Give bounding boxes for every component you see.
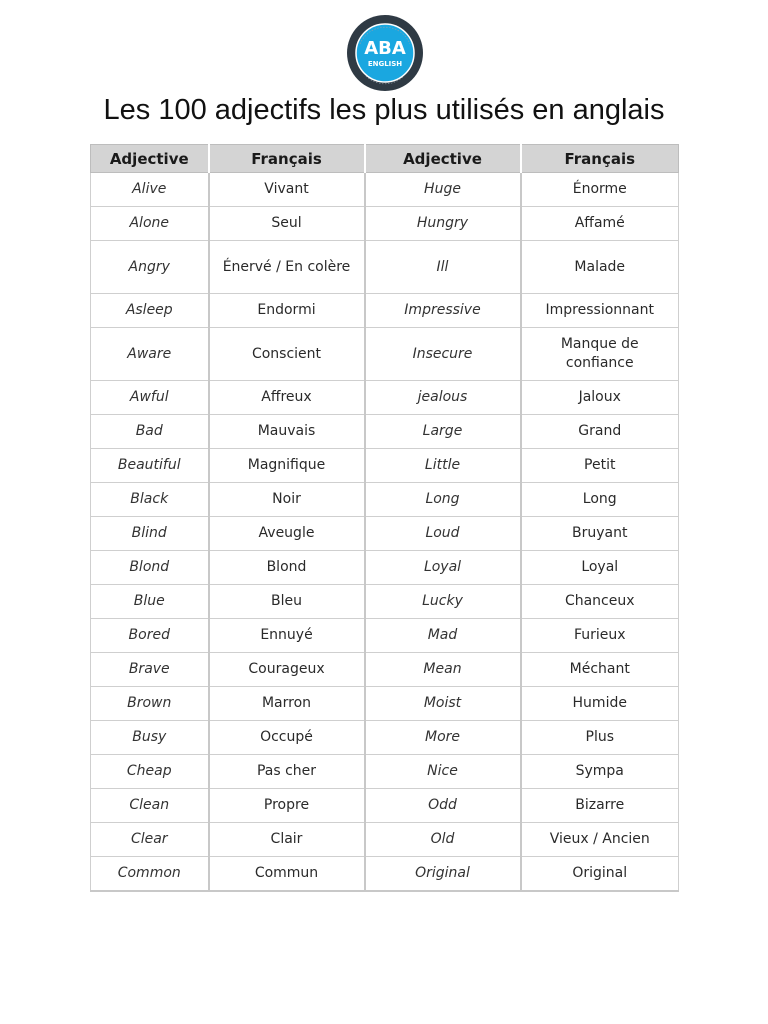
translation-cell: Marron [209, 687, 365, 721]
header-adjective-2: Adjective [365, 145, 521, 173]
table-row [91, 551, 679, 585]
translation-cell: Loyal [521, 551, 679, 585]
table-row [91, 857, 679, 892]
adjective-cell: Alive [91, 173, 209, 207]
table-row [91, 721, 679, 755]
table-body [91, 173, 679, 892]
aba-english-logo-icon [346, 14, 424, 92]
adjective-cell: Bad [91, 415, 209, 449]
adjective-cell: Ill [365, 241, 521, 294]
svg-text:ENGLISH: ENGLISH [367, 60, 403, 68]
adjective-cell: Mean [365, 653, 521, 687]
table-row [91, 483, 679, 517]
translation-cell: Grand [521, 415, 679, 449]
table-row [91, 415, 679, 449]
translation-cell: Blond [209, 551, 365, 585]
adjective-cell: Angry [91, 241, 209, 294]
translation-cell: Original [521, 857, 679, 892]
translation-cell: Pas cher [209, 755, 365, 789]
adjective-cell: Loud [365, 517, 521, 551]
adjective-cell: Impressive [365, 294, 521, 328]
translation-cell: Commun [209, 857, 365, 892]
table-row [91, 755, 679, 789]
adjective-cell: Awful [91, 381, 209, 415]
table-row [91, 823, 679, 857]
translation-cell: Affreux [209, 381, 365, 415]
translation-cell: Énervé / En colère [209, 241, 365, 294]
translation-cell: Vieux / Ancien [521, 823, 679, 857]
adjective-cell: Moist [365, 687, 521, 721]
header-francais-1: Français [209, 145, 365, 173]
translation-cell: Énorme [521, 173, 679, 207]
translation-cell: Bizarre [521, 789, 679, 823]
adjective-cell: jealous [365, 381, 521, 415]
adjective-cell: Hungry [365, 207, 521, 241]
translation-cell: Furieux [521, 619, 679, 653]
table-row [91, 294, 679, 328]
adjective-cell: Little [365, 449, 521, 483]
table-row [91, 619, 679, 653]
adjective-cell: Long [365, 483, 521, 517]
translation-cell: Long [521, 483, 679, 517]
translation-cell: Chanceux [521, 585, 679, 619]
adjective-cell: Black [91, 483, 209, 517]
adjective-cell: Odd [365, 789, 521, 823]
translation-cell: Ennuyé [209, 619, 365, 653]
adjective-cell: Mad [365, 619, 521, 653]
translation-cell: Malade [521, 241, 679, 294]
translation-cell: Mauvais [209, 415, 365, 449]
table-row [91, 173, 679, 207]
table-row [91, 789, 679, 823]
translation-cell: Humide [521, 687, 679, 721]
translation-cell: Courageux [209, 653, 365, 687]
translation-cell: Plus [521, 721, 679, 755]
table-row [91, 687, 679, 721]
adjective-cell: Loyal [365, 551, 521, 585]
table-row [91, 241, 679, 294]
translation-cell: Magnifique [209, 449, 365, 483]
adjective-cell: Clean [91, 789, 209, 823]
header-francais-2: Français [521, 145, 679, 173]
adjective-cell: Blind [91, 517, 209, 551]
adjective-cell: Old [365, 823, 521, 857]
translation-cell: Bleu [209, 585, 365, 619]
translation-cell: Sympa [521, 755, 679, 789]
svg-text:ABA: ABA [364, 38, 406, 59]
translation-cell: Petit [521, 449, 679, 483]
translation-cell: Méchant [521, 653, 679, 687]
adjective-cell: Large [365, 415, 521, 449]
translation-cell: Bruyant [521, 517, 679, 551]
table-row [91, 328, 679, 381]
table-row [91, 381, 679, 415]
adjective-cell: Common [91, 857, 209, 892]
adjective-cell: Insecure [365, 328, 521, 381]
adjective-cell: Blue [91, 585, 209, 619]
adjective-cell: Alone [91, 207, 209, 241]
adjectives-table [90, 144, 679, 892]
table-row [91, 517, 679, 551]
adjective-cell: Blond [91, 551, 209, 585]
translation-cell: Seul [209, 207, 365, 241]
adjective-cell: Asleep [91, 294, 209, 328]
adjective-cell: Lucky [365, 585, 521, 619]
table-row [91, 207, 679, 241]
translation-cell: Propre [209, 789, 365, 823]
adjective-cell: Beautiful [91, 449, 209, 483]
translation-cell: Occupé [209, 721, 365, 755]
page-title: Les 100 adjectifs les plus utilisés en anglais [103, 94, 665, 126]
adjective-cell: Nice [365, 755, 521, 789]
translation-cell: Manque de confiance [521, 328, 679, 381]
header-adjective-1: Adjective [91, 145, 209, 173]
adjective-cell: Busy [91, 721, 209, 755]
table-header-row [91, 145, 679, 173]
adjective-cell: Clear [91, 823, 209, 857]
adjective-cell: Brown [91, 687, 209, 721]
translation-cell: Noir [209, 483, 365, 517]
translation-cell: Impressionnant [521, 294, 679, 328]
translation-cell: Endormi [209, 294, 365, 328]
translation-cell: Jaloux [521, 381, 679, 415]
table-row [91, 653, 679, 687]
translation-cell: Clair [209, 823, 365, 857]
translation-cell: Vivant [209, 173, 365, 207]
table-row [91, 585, 679, 619]
adjective-cell: Original [365, 857, 521, 892]
translation-cell: Conscient [209, 328, 365, 381]
adjective-cell: Brave [91, 653, 209, 687]
table-row [91, 449, 679, 483]
adjective-cell: Bored [91, 619, 209, 653]
translation-cell: Affamé [521, 207, 679, 241]
adjective-cell: Huge [365, 173, 521, 207]
adjective-cell: Aware [91, 328, 209, 381]
translation-cell: Aveugle [209, 517, 365, 551]
adjective-cell: More [365, 721, 521, 755]
adjective-cell: Cheap [91, 755, 209, 789]
